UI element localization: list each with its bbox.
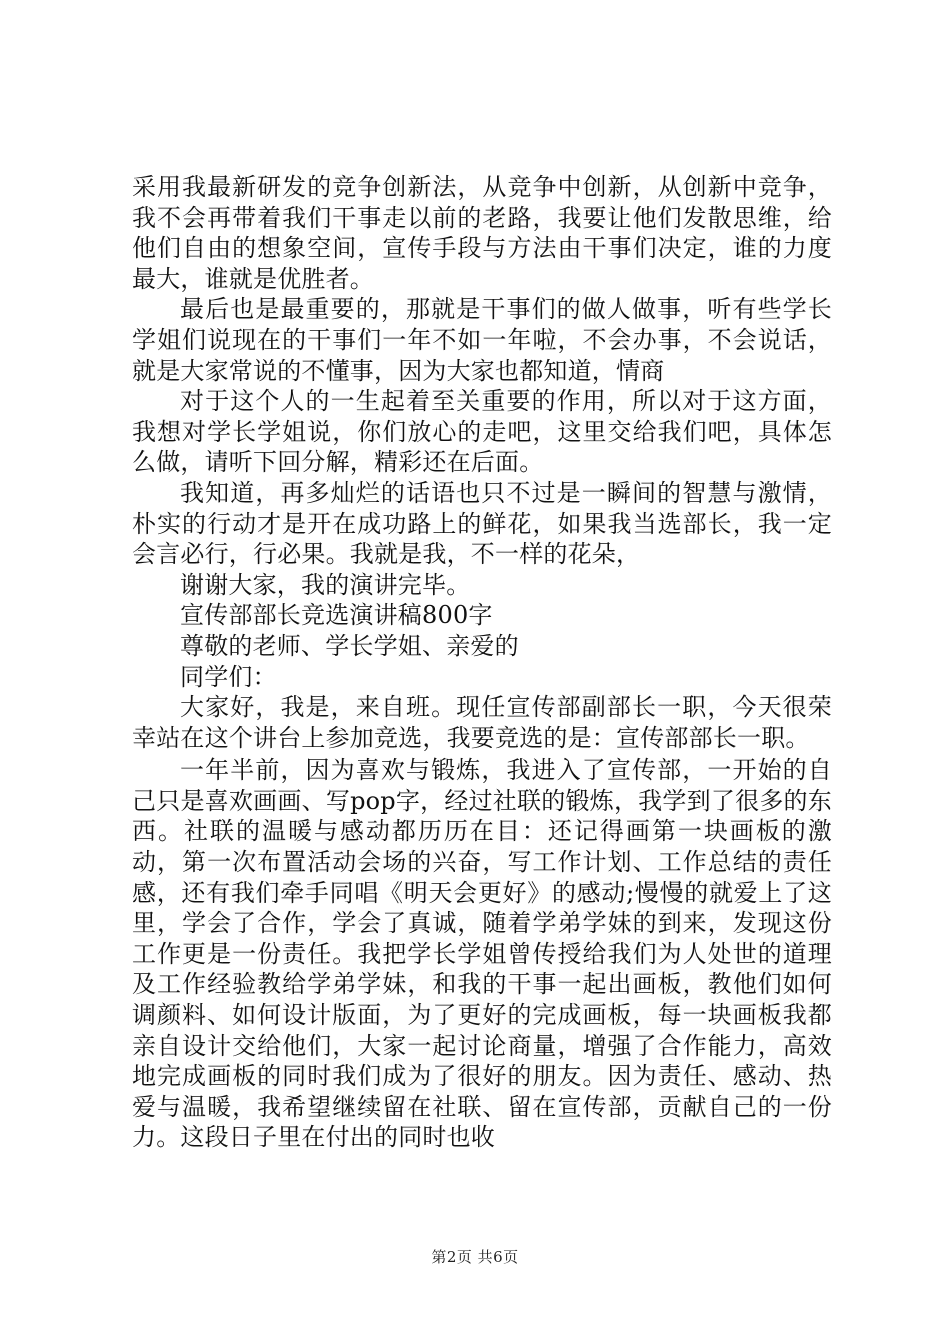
speech-title: 宣传部部长竞选演讲稿800字 xyxy=(180,601,493,630)
paragraph-2: 最后也是最重要的，那就是干事们的做人做事，听有些学长学姐们说现在的干事们一年不如一年啦，不会办事，不会说话，就是大家常说的不懂事，因为大家也都知道，情商 xyxy=(132,295,832,385)
paragraph-4: 我知道，再多灿烂的话语也只不过是一瞬间的智慧与激情，朴实的行动才是开在成功路上的鲜花，如果我当选部长，我一定会言必行，行必果。我就是我，不一样的花朵， xyxy=(132,478,832,569)
salutation-line-2: 同学们： xyxy=(180,662,277,691)
document-body xyxy=(132,172,832,1153)
page-number-footer: 第2页 共6页 xyxy=(431,1248,519,1266)
paragraph-main: 一年半前，因为喜欢与锻炼，我进入了宣传部，一开始的自己只是喜欢画画、写pop字，经过社联的锻炼，我学到了很多的东西。社联的温暖与感动都历历在目：还记得画第一块画板的激动，第一次布置活动会场的兴奋，写工作计划、工作总结的责任感，还有我们牵手同唱《明天会更好》的感动;慢慢的就爱上了这里，学会了合作，学会了真诚，随着学弟学妹的到来，发现这份工作更是一份责任。我把学长学姐曾传授给我们为人处世的道理及工作经验教给学弟学妹，和我的干事一起出画板，教他们如何调颜料、如何设计版面，为了更好的完成画板，每一块画板我都亲自设计交给他们，大家一起讨论商量，增强了合作能力，高效地完成画板的同时我们成为了很好的朋友。因为责任、感动、热爱与温暖，我希望继续留在社联、留在宣传部，贡献自己的一份力。这段日子里在付出的同时也收 xyxy=(132,756,832,1152)
paragraph-3: 对于这个人的一生起着至关重要的作用，所以对于这方面，我想对学长学姐说，你们放心的走吧，这里交给我们吧，具体怎么做，请听下回分解，精彩还在后面。 xyxy=(132,387,832,477)
closing-line: 谢谢大家，我的演讲完毕。 xyxy=(180,570,471,599)
paragraph-1: 采用我最新研发的竞争创新法，从竞争中创新，从创新中竞争，我不会再带着我们干事走以前的老路，我要让他们发散思维，给他们自由的想象空间，宣传手段与方法由干事们决定，谁的力度最大，谁就是优胜者。 xyxy=(132,173,832,293)
paragraph-intro: 大家好，我是，来自班。现任宣传部副部长一职，今天很荣幸站在这个讲台上参加竞选，我要竞选的是：宣传部部长一职。 xyxy=(132,693,832,752)
salutation-line: 尊敬的老师、学长学姐、亲爱的 xyxy=(180,631,519,660)
